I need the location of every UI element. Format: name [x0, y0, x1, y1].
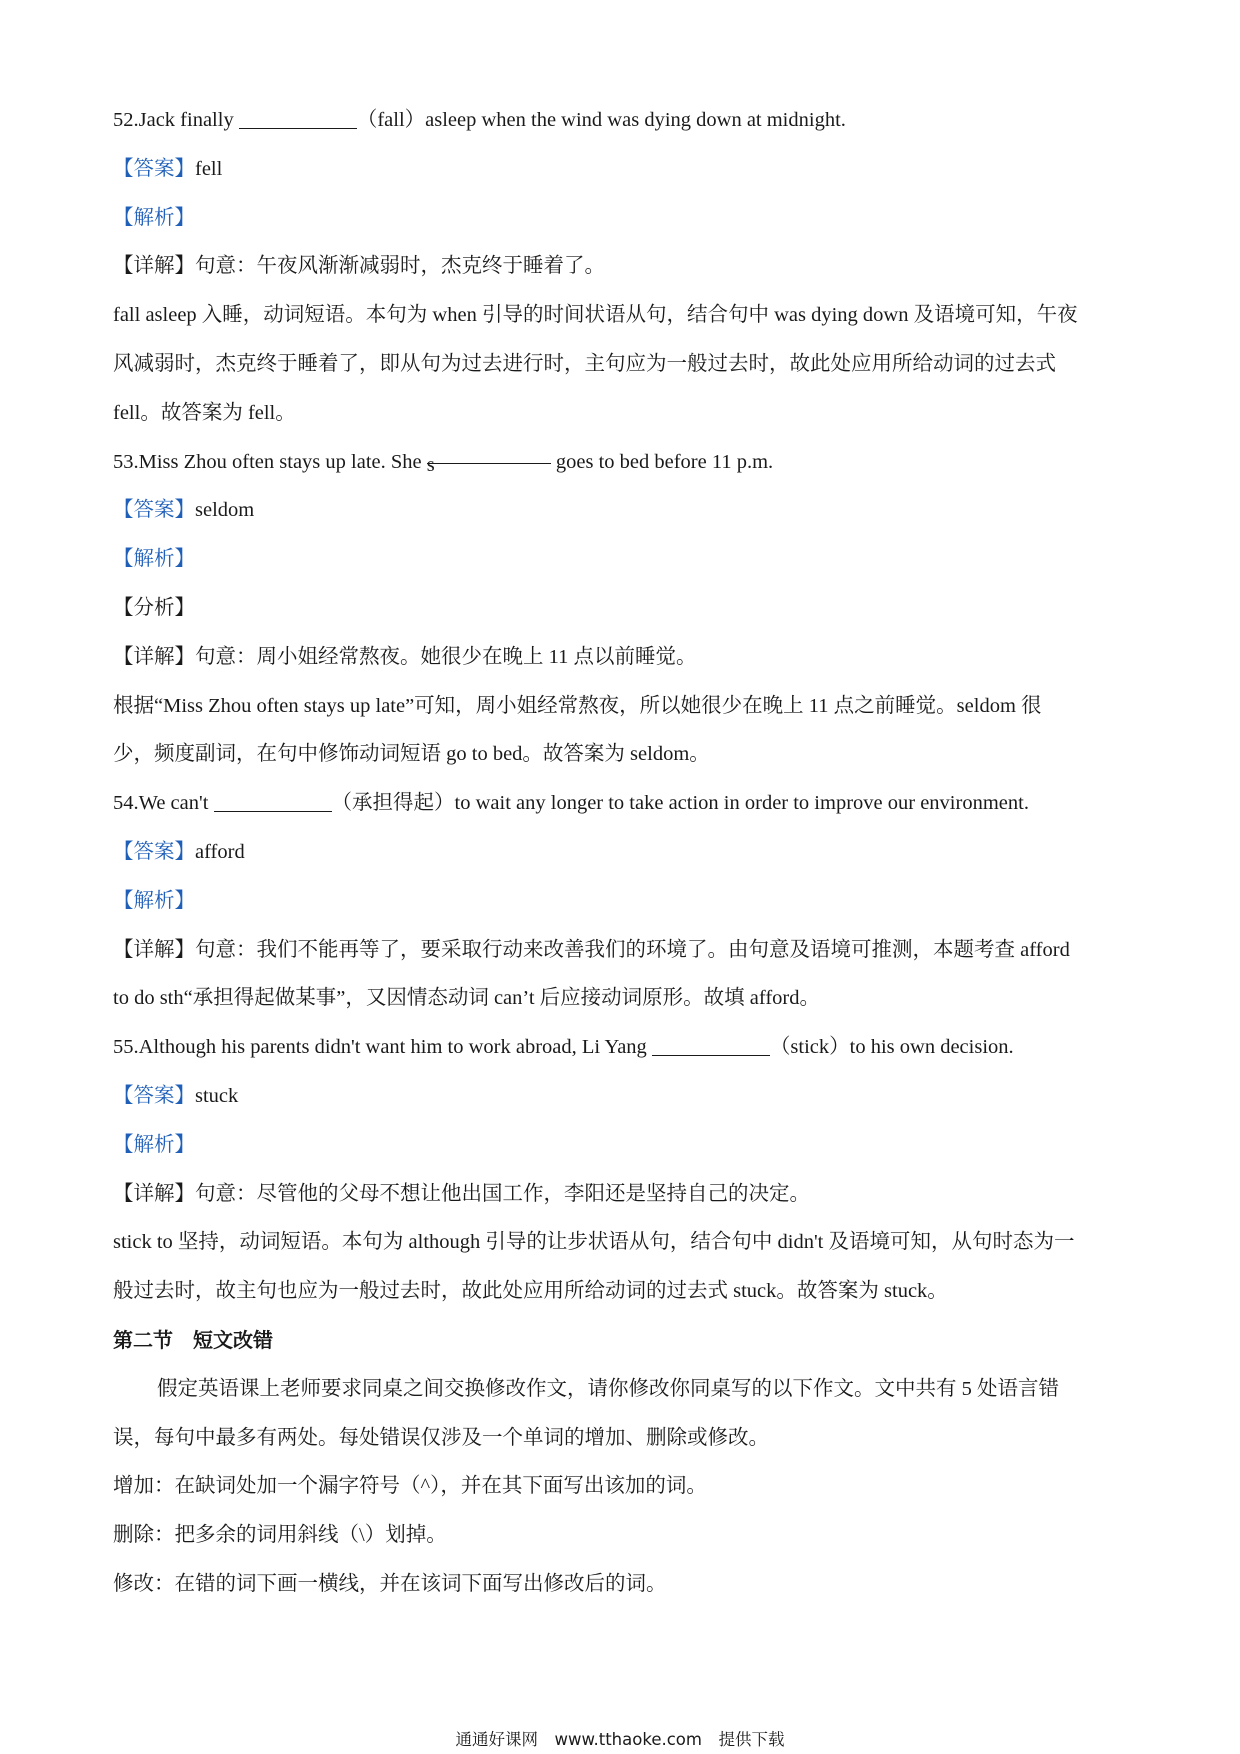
answer-tag: 【答案】 [113, 840, 195, 863]
page-footer: 通通好课网 www.tthaoke.com 提供下载 [455, 1730, 785, 1749]
detail-line: fell。故答案为 fell。 [113, 401, 296, 424]
question-55-stem [113, 1023, 1133, 1072]
question-55-answer [113, 1072, 1133, 1121]
detail-line: 般过去时，故主句也应为一般过去时，故此处应用所给动词的过去式 stuck。故答案为 stuck。 [113, 1280, 948, 1303]
analysis-tag: 【解析】 [113, 889, 195, 912]
answer-tag: 【答案】 [113, 499, 195, 522]
answer-blank [652, 1033, 770, 1056]
question-53-analysis [113, 535, 1133, 584]
question-52-analysis [113, 194, 1133, 243]
question-53-stem-before: 53.Miss Zhou often stays up late. She [113, 450, 427, 473]
answer-text: stuck [195, 1084, 239, 1107]
answer-blank [214, 789, 332, 812]
detail-line: 根据“Miss Zhou often stays up late”可知，周小姐经常熬夜，所以她很少在晚上 11 点之前睡觉。seldom 很 [113, 694, 1042, 717]
detail-line: 少，频度副词，在句中修饰动词短语 go to bed。故答案为 seldom。 [113, 743, 710, 766]
detail-tag: 【详解】 [113, 938, 195, 961]
section-intro-line-1: 假定英语课上老师要求同桌之间交换修改作文，请你修改你同桌写的以下作文。文中共有 5 处语言错 [157, 1377, 1059, 1400]
question-55-analysis [113, 1121, 1133, 1170]
question-52-stem-after: （fall）asleep when the wind was dying down at midnight. [356, 109, 846, 131]
question-53-answer [113, 486, 1133, 535]
rule-modify: 修改：在错的词下画一横线，并在该词下面写出修改后的词。 [113, 1572, 667, 1595]
detail-text: 句意：午夜风渐渐减弱时，杰克终于睡着了。 [195, 255, 605, 278]
question-54-answer [113, 828, 1133, 877]
detail-text: 句意：尽管他的父母不想让他出国工作，李阳还是坚持自己的决定。 [195, 1182, 810, 1205]
question-55-stem-before: 55.Although his parents didn't want him to work abroad, Li Yang [113, 1036, 652, 1059]
detail-line: stick to 坚持，动词短语。本句为 although 引导的让步状语从句，结合句中 didn't 及语境可知，从句时态为一 [113, 1231, 1075, 1254]
answer-blank [239, 106, 357, 129]
detail-line: fall asleep 入睡，动词短语。本句为 when 引导的时间状语从句，结合句中 was dying down 及语境可知，午夜 [113, 304, 1078, 327]
question-54-stem-before: 54.We can't [113, 792, 214, 815]
analysis-tag: 【解析】 [113, 1133, 195, 1156]
rule-add: 增加：在缺词处加一个漏字符号（^），并在其下面写出该加的词。 [113, 1475, 707, 1498]
question-52-detail [113, 242, 1133, 291]
answer-text: fell [195, 157, 223, 180]
detail-tag: 【详解】 [113, 645, 195, 668]
question-55-stem-after: （stick）to his own decision. [769, 1036, 1014, 1059]
answer-blank [426, 441, 551, 476]
section-heading: 第二节 短文改错 [113, 1327, 273, 1352]
question-54-analysis [113, 877, 1133, 926]
analysis-tag: 【解析】 [113, 206, 195, 229]
question-52-answer [113, 145, 1133, 194]
answer-text: seldom [195, 499, 255, 522]
question-53-analysis-2 [113, 584, 1133, 633]
answer-text: afford [195, 840, 245, 863]
detail-line: 风减弱时，杰克终于睡着了，即从句为过去进行时，主句应为一般过去时，故此处应用所给动词的过去式 [113, 352, 1056, 375]
answer-tag: 【答案】 [113, 157, 195, 180]
document-content [113, 96, 1133, 1609]
question-55-detail [113, 1170, 1133, 1219]
question-52-stem-before: 52.Jack finally [113, 109, 239, 131]
question-54-detail [113, 926, 1133, 975]
analysis-tag: 【解析】 [113, 548, 195, 571]
question-53-stem-after: goes to bed before 11 p.m. [550, 450, 774, 473]
detail-text: 句意：我们不能再等了，要采取行动来改善我们的环境了。由句意及语境可推测，本题考查 afford [195, 938, 1070, 961]
detail-tag: 【详解】 [113, 1182, 195, 1205]
rule-delete: 删除：把多余的词用斜线（\）划掉。 [113, 1524, 447, 1547]
analysis-2-tag: 【分析】 [113, 596, 195, 619]
section-intro-line-2: 误，每句中最多有两处。每处错误仅涉及一个单词的增加、删除或修改。 [113, 1426, 769, 1449]
question-54-stem [113, 779, 1133, 828]
blank-hint-letter: s [426, 453, 435, 476]
answer-tag: 【答案】 [113, 1084, 195, 1107]
question-54-stem-after: （承担得起）to wait any longer to take action in order to improve our environment. [331, 792, 1029, 815]
question-53-stem [113, 438, 1133, 487]
question-52-stem [113, 96, 1133, 145]
detail-text: 句意：周小姐经常熬夜。她很少在晚上 11 点以前睡觉。 [195, 645, 697, 668]
question-53-detail [113, 633, 1133, 682]
detail-tag: 【详解】 [113, 255, 195, 278]
detail-line: to do sth“承担得起做某事”，又因情态动词 can’t 后应接动词原形。故填 afford。 [113, 987, 820, 1010]
